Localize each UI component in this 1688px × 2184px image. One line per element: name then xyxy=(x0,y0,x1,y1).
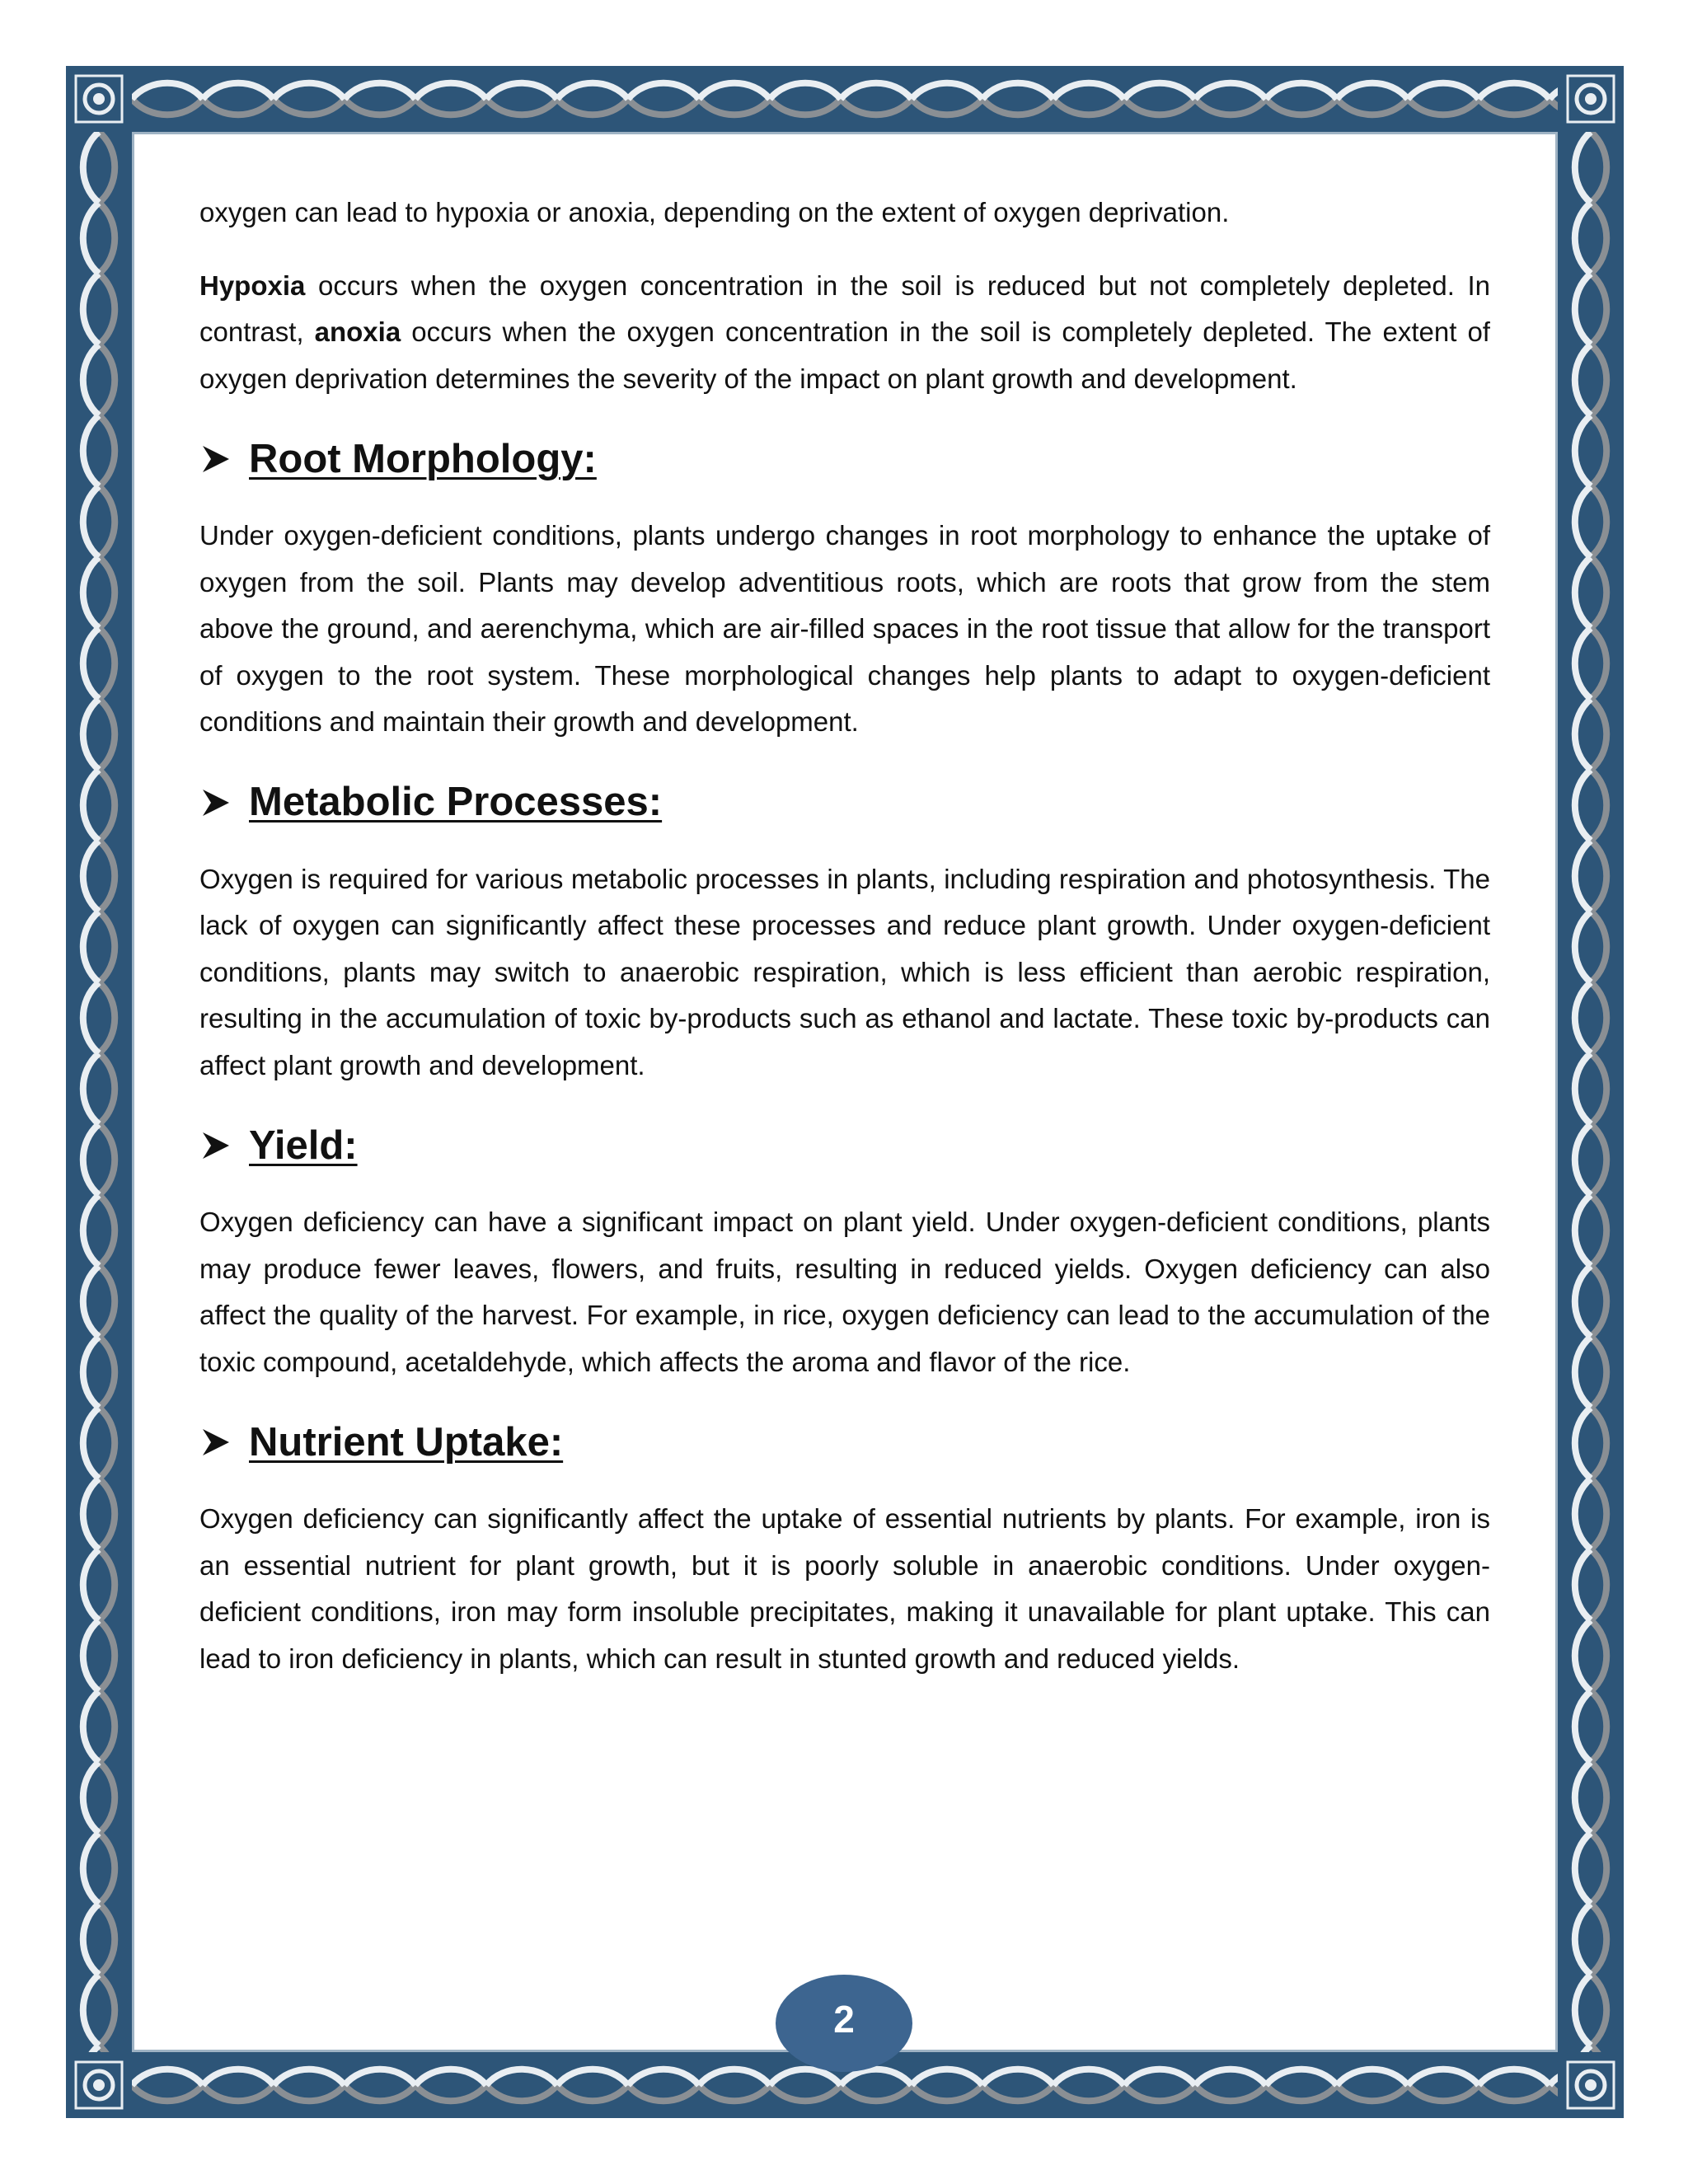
ring-ornament-icon xyxy=(66,66,132,132)
ring-ornament-icon xyxy=(1558,66,1624,132)
term-anoxia: anoxia xyxy=(314,316,401,347)
ring-ornament-icon xyxy=(1558,2052,1624,2118)
arrowhead-bullet-icon xyxy=(199,1129,232,1162)
heading-text: Nutrient Uptake: xyxy=(249,1419,564,1465)
arrowhead-bullet-icon xyxy=(199,443,232,476)
yield-paragraph: Oxygen deficiency can have a significant impact on plant yield. Under oxygen-deficient conditions, plants may produce fewer leaves, flowers, and fruits, resulting in reduced yields. Oxygen deficiency can also affect the quality of the harvest. For example, in rice, oxygen deficiency can lead to the accumulation of the toxic compound, acetaldehyde, which affects the aroma and flavor of the rice. xyxy=(199,1207,1490,1377)
chain-border-left xyxy=(66,66,132,2118)
heading-text: Root Morphology: xyxy=(249,436,597,481)
ring-ornament-icon xyxy=(66,2052,132,2118)
heading-metabolic-processes xyxy=(199,774,1490,832)
chain-border-right xyxy=(1558,66,1624,2118)
heading-root-morphology xyxy=(199,430,1490,488)
metabolic-processes-paragraph: Oxygen is required for various metabolic processes in plants, including respiration and photosynthesis. The lack of oxygen can significantly affect these processes and reduce plant growth. Under oxygen-deficient conditions, plants may switch to anaerobic respiration, which is less efficient than aerobic respiration, resulting in the accumulation of toxic by-products such as ethanol and lactate. These toxic by-products can affect plant growth and development. xyxy=(199,863,1490,1080)
heading-text: Yield: xyxy=(249,1122,358,1168)
arrowhead-bullet-icon xyxy=(199,1426,232,1459)
hypoxia-text-1: occurs when the oxygen concentration in the soil is reduced but not completely depleted. In contrast, xyxy=(199,269,1490,347)
hypoxia-paragraph xyxy=(199,263,1490,403)
intro-paragraph: oxygen can lead to hypoxia or anoxia, depending on the extent of oxygen deprivation. xyxy=(199,197,1230,227)
page-number-badge xyxy=(776,1975,912,2072)
term-hypoxia: Hypoxia xyxy=(199,269,306,301)
heading-yield xyxy=(199,1117,1490,1174)
hypoxia-text-2: occurs when the oxygen concentration in the soil is completely depleted. The extent of oxygen deprivation determines the severity of the impact on plant growth and development. xyxy=(199,316,1490,394)
arrowhead-bullet-icon xyxy=(199,786,232,819)
nutrient-uptake-paragraph: Oxygen deficiency can significantly affect the uptake of essential nutrients by plants. For example, iron is an essential nutrient for plant growth, but it is poorly soluble in anaerobic conditions. Under oxygen-deficient conditions, iron may form insoluble precipitates, making it unavailable for plant uptake. This can lead to iron deficiency in plants, which can result in stunted growth and reduced yields. xyxy=(199,1503,1490,1674)
document-content xyxy=(199,190,1490,1700)
chain-border-top xyxy=(66,66,1624,132)
root-morphology-paragraph: Under oxygen-deficient conditions, plants undergo changes in root morphology to enhance the uptake of oxygen from the soil. Plants may develop adventitious roots, which are roots that grow from the stem above the ground, and aerenchyma, which are air-filled spaces in the root tissue that allow for the transport of oxygen to the root system. These morphological changes help plants to adapt to oxygen-deficient conditions and maintain their growth and development. xyxy=(199,520,1490,737)
page-number: 2 xyxy=(833,1998,855,2041)
heading-text: Metabolic Processes: xyxy=(249,780,663,825)
heading-nutrient-uptake xyxy=(199,1413,1490,1471)
